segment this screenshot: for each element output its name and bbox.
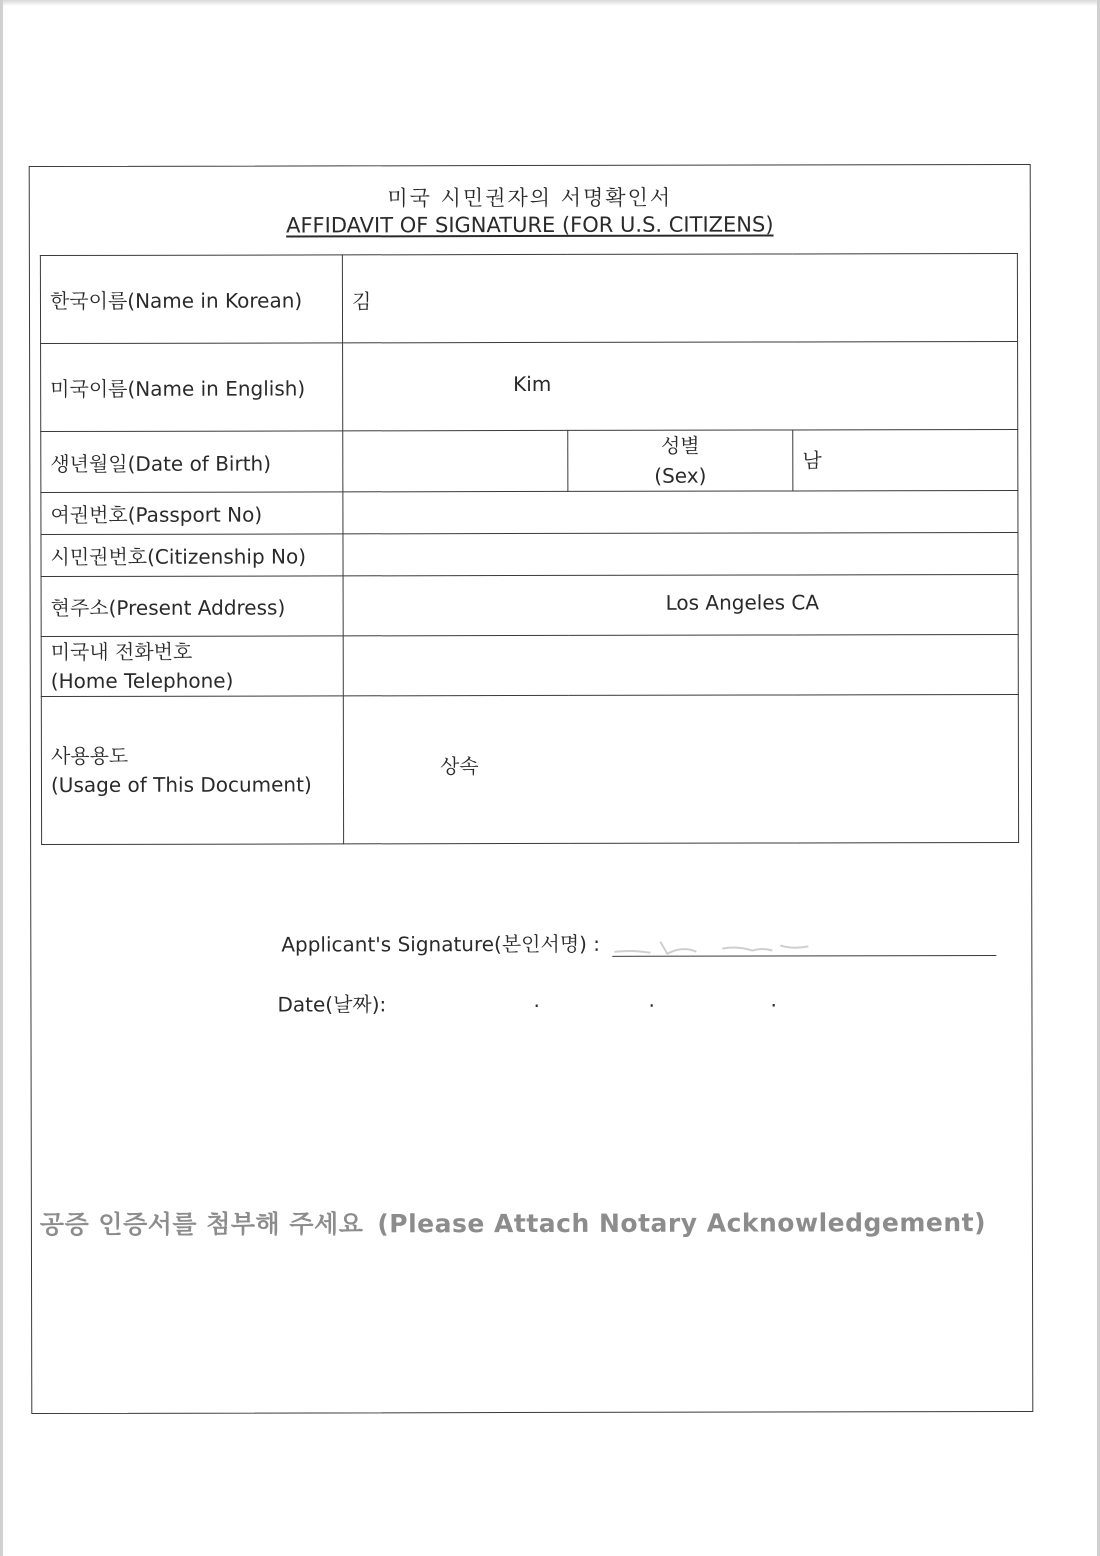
row-home-telephone [41, 634, 1018, 696]
name-english-value[interactable]: Kim [343, 341, 1018, 430]
home-telephone-label-english: (Home Telephone) [50, 668, 234, 693]
date-of-birth-label: 생년월일(Date of Birth) [41, 431, 343, 493]
date-of-birth-value[interactable] [343, 430, 568, 491]
sex-label-english: (Sex) [654, 463, 707, 488]
row-date-of-birth [41, 429, 1018, 492]
affidavit-form [29, 164, 1034, 1414]
usage-label-korean: 사용용도 [50, 743, 129, 768]
date-separator-3: . [770, 987, 777, 1012]
sex-value[interactable]: 남 [793, 429, 1018, 490]
row-present-address [41, 574, 1018, 636]
row-name-english [41, 341, 1018, 431]
form-title-korean: 미국 시민권자의 서명확인서 [387, 185, 673, 211]
row-usage [41, 694, 1018, 844]
signature-scribble [612, 933, 832, 955]
usage-label [41, 696, 343, 845]
row-passport-no [41, 490, 1018, 534]
form-table [40, 253, 1019, 845]
present-address-value[interactable]: Los Angeles CA [343, 574, 1018, 635]
sex-label-korean: 성별 [660, 433, 700, 458]
notary-notice [40, 1203, 986, 1241]
passport-no-value[interactable] [343, 490, 1018, 533]
usage-value[interactable]: 상속 [343, 694, 1018, 843]
citizenship-no-value[interactable] [343, 532, 1018, 575]
name-english-label: 미국이름(Name in English) [41, 343, 343, 432]
scan-edge-top [0, 0, 1100, 6]
name-korean-value[interactable]: 김 [342, 253, 1017, 342]
present-address-label: 현주소(Present Address) [41, 576, 343, 637]
home-telephone-value[interactable] [343, 634, 1018, 695]
scan-edge-left [0, 0, 3, 1556]
form-title-english: AFFIDAVIT OF SIGNATURE (FOR U.S. CITIZENS) [286, 212, 774, 238]
date-separator-1: . [533, 987, 540, 1012]
sex-label [568, 430, 793, 491]
passport-no-label: 여권번호(Passport No) [41, 492, 343, 535]
home-telephone-label [41, 636, 343, 697]
notary-notice-korean: 공증 인증서를 첨부해 주세요 [39, 1209, 364, 1240]
row-citizenship-no [41, 532, 1018, 576]
notary-notice-english: (Please Attach Notary Acknowledgement) [377, 1208, 987, 1239]
signature-field[interactable] [612, 933, 996, 957]
signature-row [281, 927, 996, 957]
home-telephone-label-korean: 미국내 전화번호 [50, 639, 193, 664]
row-name-korean [40, 253, 1017, 343]
citizenship-no-label: 시민권번호(Citizenship No) [41, 534, 343, 577]
date-label: Date(날짜): [277, 992, 387, 1017]
name-korean-label: 한국이름(Name in Korean) [40, 255, 342, 344]
date-separator-2: . [648, 987, 655, 1012]
usage-label-english: (Usage of This Document) [50, 771, 312, 797]
signature-label: Applicant's Signature(본인서명) : [281, 931, 601, 957]
